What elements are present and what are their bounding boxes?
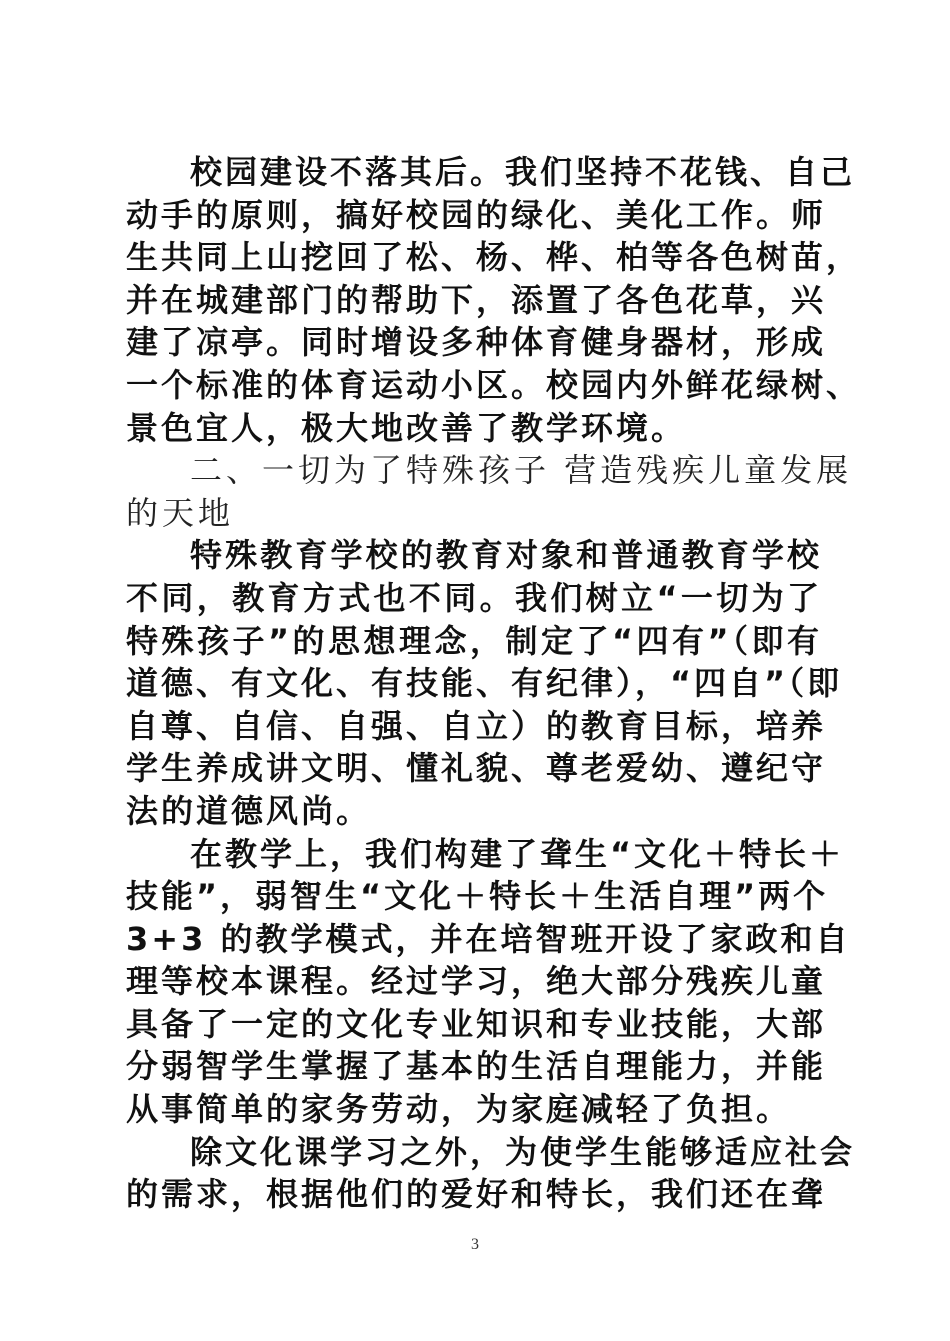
text-line: 建了凉亭。同时增设多种体育健身器材，形成: [126, 323, 827, 362]
text-line: 并在城建部门的帮助下，添置了各色花草，兴: [126, 280, 827, 319]
text-line: 在教学上，我们构建了聋生“文化＋特长＋: [190, 834, 845, 873]
text-line: 的需求，根据他们的爱好和特长，我们还在聋: [126, 1175, 827, 1214]
page-number: 3: [471, 1236, 479, 1253]
text-line: 景色宜人，极大地改善了教学环境。: [126, 408, 687, 447]
section-heading: 的天地: [126, 493, 235, 532]
text-line: 不同，教育方式也不同。我们树立“一切为了: [126, 578, 822, 617]
text-line: 特殊教育学校的教育对象和普通教育学校: [190, 536, 822, 575]
text-line: 校园建设不落其后。我们坚持不花钱、自己: [190, 153, 856, 191]
section-heading: 二、一切为了特殊孩子 营造残疾儿童发展: [190, 451, 853, 490]
text-line: 道德、有文化、有技能、有纪律），“四自”（即: [126, 664, 843, 703]
text-line: 动手的原则，搞好校园的绿化、美化工作。师: [126, 195, 827, 234]
text-line: 理等校本课程。经过学习，绝大部分残疾儿童: [126, 962, 827, 1001]
text-line: 法的道德风尚。: [126, 791, 372, 830]
text-line: 除文化课学习之外，为使学生能够适应社会: [190, 1132, 856, 1171]
text-line: 3+3 的教学模式，并在培智班开设了家政和自: [126, 919, 851, 958]
text-line: 技能”，弱智生“文化＋特长＋生活自理”两个: [126, 877, 829, 916]
text-line: 从事简单的家务劳动，为家庭减轻了负担。: [126, 1090, 792, 1129]
text-line: 分弱智学生掌握了基本的生活自理能力，并能: [126, 1047, 827, 1086]
text-line: 具备了一定的文化专业知识和专业技能，大部: [126, 1004, 827, 1043]
text-line: 自尊、自信、自强、自立）的教育目标，培养: [126, 706, 827, 745]
text-line: 生共同上山挖回了松、杨、桦、柏等各色树苗，: [126, 238, 862, 277]
text-line: 一个标准的体育运动小区。校园内外鲜花绿树、: [126, 365, 862, 404]
document-body: [126, 151, 862, 1216]
text-line: 学生养成讲文明、懂礼貌、尊老爱幼、遵纪守: [126, 749, 827, 788]
text-line: 特殊孩子”的思想理念，制定了“四有”（即有: [126, 621, 822, 660]
